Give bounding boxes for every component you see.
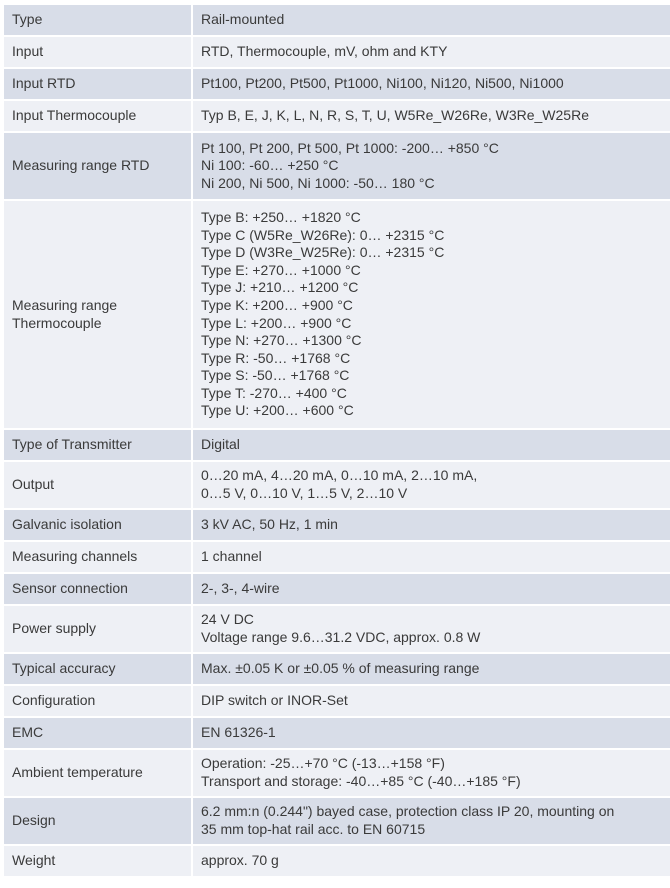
spec-label: Input — [12, 43, 44, 60]
spec-value-line: EN 61326-1 — [201, 724, 276, 741]
spec-label-cell — [4, 462, 191, 508]
spec-value-line: Pt 100, Pt 200, Pt 500, Pt 1000: -200… +850 °C — [201, 139, 499, 156]
spec-value-cell — [193, 510, 670, 540]
table-row — [4, 686, 670, 716]
spec-label-cell — [4, 798, 191, 844]
table-row — [4, 430, 670, 460]
spec-label-cell — [4, 5, 191, 35]
spec-label: Weight — [12, 852, 56, 869]
spec-value-line: Type E: +270… +1000 °C — [201, 261, 361, 278]
table-row — [4, 69, 670, 99]
spec-label: Design — [12, 812, 56, 829]
spec-label-cell — [4, 542, 191, 572]
spec-value-line: Type B: +250… +1820 °C — [201, 208, 361, 225]
spec-value-cell — [193, 686, 670, 716]
spec-value-line: Digital — [201, 436, 240, 453]
spec-value-line: 3 kV AC, 50 Hz, 1 min — [201, 516, 338, 533]
spec-value-line: Type D (W3Re_W25Re): 0… +2315 °C — [201, 244, 445, 261]
table-row — [4, 542, 670, 572]
table-row — [4, 606, 670, 652]
spec-label: Type — [12, 11, 43, 28]
spec-value-line: 0…20 mA, 4…20 mA, 0…10 mA, 2…10 mA, — [201, 467, 478, 484]
spec-value-line: 35 mm top-hat rail acc. to EN 60715 — [201, 821, 426, 837]
spec-label: Input Thermocouple — [12, 107, 137, 124]
spec-value-line: Type C (W5Re_W26Re): 0… +2315 °C — [201, 226, 445, 243]
spec-label-cell — [4, 750, 191, 796]
spec-value-cell — [193, 798, 670, 844]
spec-value-cell — [193, 542, 670, 572]
spec-label: Configuration — [12, 692, 96, 709]
spec-label: Measuring range — [12, 296, 118, 313]
spec-value-line: Transport and storage: -40…+85 °C (-40…+185 °F) — [201, 773, 521, 789]
table-row — [4, 101, 670, 131]
spec-label-cell — [4, 846, 191, 876]
table-row — [4, 5, 670, 35]
table-row — [4, 510, 670, 540]
spec-value-line: Max. ±0.05 K or ±0.05 % of measuring range — [201, 660, 480, 677]
spec-label: Thermocouple — [12, 314, 102, 331]
spec-value-line: DIP switch or INOR-Set — [201, 692, 348, 709]
spec-value-cell — [193, 133, 670, 199]
spec-label-cell — [4, 133, 191, 199]
spec-value-cell — [193, 101, 670, 131]
spec-value-cell — [193, 606, 670, 652]
spec-label-cell — [4, 510, 191, 540]
spec-value-line: 1 channel — [201, 548, 262, 565]
spec-value-line: Rail-mounted — [201, 11, 285, 28]
spec-label-cell — [4, 430, 191, 460]
spec-value-cell — [193, 201, 670, 428]
spec-value-line: Type S: -50… +1768 °C — [201, 367, 350, 384]
spec-value-cell — [193, 69, 670, 99]
spec-label: EMC — [12, 724, 44, 741]
table-row — [4, 798, 670, 844]
table-row — [4, 654, 670, 684]
spec-label-cell — [4, 37, 191, 67]
spec-label-cell — [4, 69, 191, 99]
table-row — [4, 718, 670, 748]
spec-value-cell — [193, 5, 670, 35]
spec-label-cell — [4, 101, 191, 131]
table-row — [4, 846, 670, 876]
spec-value-line: Type U: +200… +600 °C — [201, 402, 354, 419]
spec-label: Typical accuracy — [12, 660, 116, 677]
spec-label: Type of Transmitter — [12, 436, 132, 453]
spec-label: Measuring range RTD — [12, 157, 150, 174]
spec-value-cell — [193, 718, 670, 748]
spec-label-cell — [4, 654, 191, 684]
spec-value-line: approx. 70 g — [201, 852, 279, 869]
spec-value-line: Type T: -270… +400 °C — [201, 384, 347, 401]
spec-label-cell — [4, 686, 191, 716]
spec-label-cell — [4, 606, 191, 652]
spec-label: Galvanic isolation — [12, 516, 122, 533]
spec-value-cell — [193, 574, 670, 604]
table-row — [4, 750, 670, 796]
spec-value-line: RTD, Thermocouple, mV, ohm and KTY — [201, 43, 448, 60]
spec-value-line: Type R: -50… +1768 °C — [201, 349, 351, 366]
spec-value-line: Type N: +270… +1300 °C — [201, 332, 362, 349]
spec-label: Ambient temperature — [12, 764, 143, 781]
spec-label: Sensor connection — [12, 580, 128, 597]
spec-value-line: Voltage range 9.6…31.2 VDC, approx. 0.8 W — [201, 629, 481, 645]
spec-label-cell — [4, 574, 191, 604]
spec-value-line: Typ B, E, J, K, L, N, R, S, T, U, W5Re_W26Re, W3Re_W25Re — [201, 107, 589, 124]
spec-label-cell — [4, 201, 191, 428]
spec-value-cell — [193, 37, 670, 67]
spec-value-line: Type J: +210… +1200 °C — [201, 279, 359, 296]
spec-label-cell — [4, 718, 191, 748]
table-row — [4, 133, 670, 199]
spec-value-line: 2-, 3-, 4-wire — [201, 580, 280, 597]
specifications-body — [4, 5, 670, 876]
spec-label: Output — [12, 476, 55, 493]
specifications-table — [2, 3, 670, 878]
spec-value-line: Pt100, Pt200, Pt500, Pt1000, Ni100, Ni120, Ni500, Ni1000 — [201, 75, 564, 92]
table-row — [4, 37, 670, 67]
spec-label: Input RTD — [12, 75, 76, 92]
spec-value-line: Operation: -25…+70 °C (-13…+158 °F) — [201, 755, 445, 772]
spec-value-line: Type L: +200… +900 °C — [201, 314, 352, 331]
table-row — [4, 201, 670, 428]
spec-value-cell — [193, 430, 670, 460]
spec-value-line: 24 V DC — [201, 611, 254, 628]
spec-value-line: Ni 200, Ni 500, Ni 1000: -50… 180 °C — [201, 174, 435, 191]
spec-label: Power supply — [12, 620, 97, 637]
table-row — [4, 462, 670, 508]
spec-value-cell — [193, 462, 670, 508]
spec-value-line: 0…5 V, 0…10 V, 1…5 V, 2…10 V — [201, 485, 408, 501]
spec-label: Measuring channels — [12, 548, 138, 565]
table-row — [4, 574, 670, 604]
spec-value-line: Type K: +200… +900 °C — [201, 296, 353, 313]
spec-value-line: 6.2 mm:n (0.244") bayed case, protection class IP 20, mounting on — [201, 803, 615, 820]
spec-value-line: Ni 100: -60… +250 °C — [201, 157, 339, 174]
spec-value-cell — [193, 654, 670, 684]
spec-value-cell — [193, 750, 670, 796]
spec-value-cell — [193, 846, 670, 876]
